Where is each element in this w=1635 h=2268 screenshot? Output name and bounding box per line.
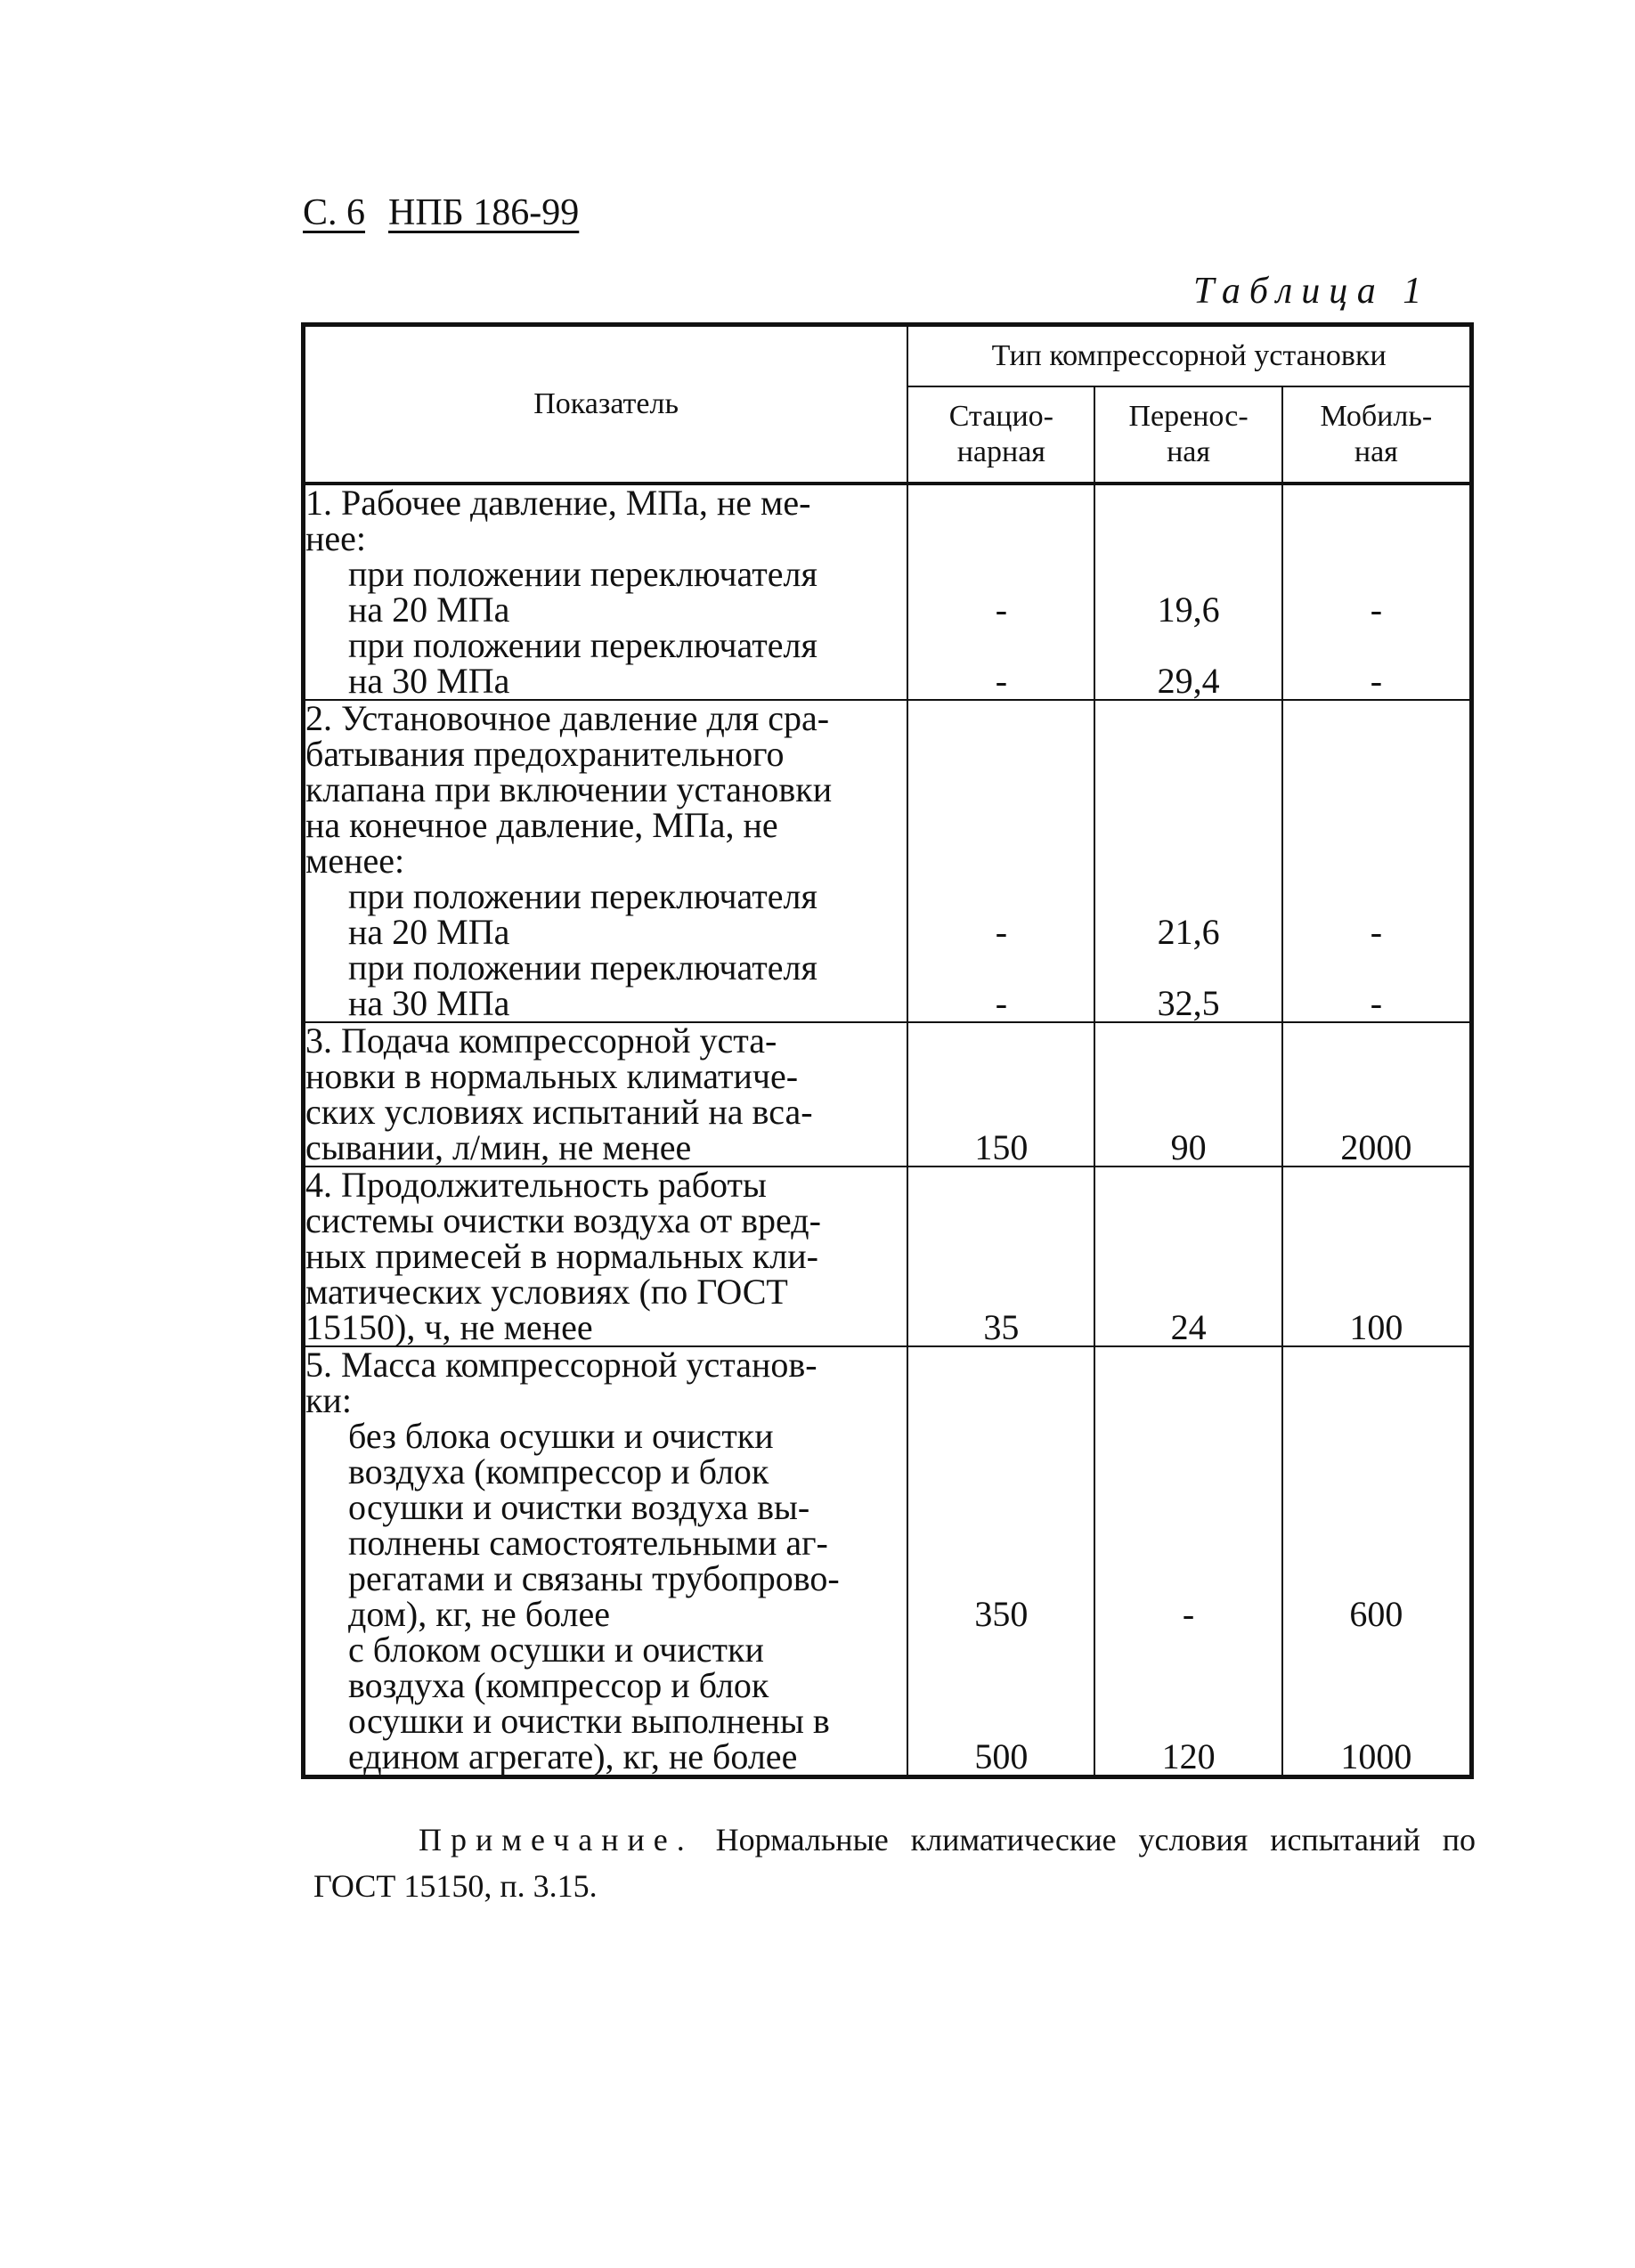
- indicator-line: менее:: [305, 841, 405, 881]
- value: 29,4: [1157, 661, 1220, 701]
- indicator-line: воздуха (компрессор и блок: [348, 1451, 769, 1492]
- value: 19,6: [1157, 589, 1220, 630]
- indicator-line: без блока осушки и очистки: [348, 1416, 774, 1456]
- value: -: [1370, 589, 1383, 630]
- indicator-line: 1. Рабочее давление, МПа, не ме-: [305, 483, 811, 523]
- indicator-line: осушки и очистки выполнены в: [348, 1701, 830, 1741]
- column-header-line: Мобиль-: [1320, 400, 1433, 433]
- column-header-line: Перенос-: [1128, 400, 1249, 433]
- value: -: [1370, 983, 1383, 1023]
- value-cell-portable: [1094, 484, 1281, 700]
- column-header-mobile: [1282, 386, 1472, 484]
- indicator-line: новки в нормальных климатиче-: [305, 1056, 799, 1096]
- indicator-line: клапана при включении установки: [305, 769, 833, 809]
- indicator-line: ных примесей в нормальных кли-: [305, 1236, 818, 1276]
- column-header-line: нарная: [956, 435, 1045, 468]
- value-cell-portable: [1094, 1346, 1281, 1777]
- table-row: [304, 1167, 1472, 1346]
- indicator-line: едином агрегате), кг, не более: [348, 1736, 798, 1776]
- column-header-stationary: [907, 386, 1094, 484]
- value: -: [995, 983, 1008, 1023]
- indicator-line: нее:: [305, 518, 367, 558]
- column-header-line: Стацио-: [948, 400, 1053, 433]
- indicator-line: на конечное давление, МПа, не: [305, 805, 778, 845]
- indicator-line: дом), кг, не более: [348, 1594, 611, 1634]
- value-cell-mobile: 100: [1282, 1167, 1472, 1346]
- indicator-line: на 20 МПа: [348, 589, 510, 630]
- value-cell-mobile: 2000: [1282, 1022, 1472, 1167]
- value: 32,5: [1157, 983, 1220, 1023]
- column-header-line: ная: [1167, 435, 1211, 468]
- indicator-line: 2. Установочное давление для сра-: [305, 698, 830, 738]
- indicator-line: регатами и связаны трубопрово-: [348, 1558, 840, 1598]
- indicator-line: воздуха (компрессор и блок: [348, 1665, 769, 1705]
- indicator-line: сывании, л/мин, не менее: [305, 1127, 692, 1167]
- indicator-line: на 30 МПа: [348, 661, 510, 701]
- value: 350: [974, 1594, 1029, 1634]
- indicator-line: 5. Масса компрессорной установ-: [305, 1345, 818, 1385]
- value: 600: [1349, 1594, 1403, 1634]
- value-cell-portable: 24: [1094, 1167, 1281, 1346]
- page-number: С. 6: [303, 192, 366, 233]
- document-code: НПБ 186-99: [388, 192, 580, 233]
- value: 500: [974, 1736, 1029, 1776]
- indicator-cell: [304, 700, 908, 1022]
- specifications-table: [301, 322, 1474, 1779]
- indicator-line: на 20 МПа: [348, 912, 510, 952]
- table-note: [313, 1817, 1476, 1909]
- column-header-line: ная: [1354, 435, 1398, 468]
- value: -: [1370, 661, 1383, 701]
- indicator-line: при положении переключателя: [348, 876, 818, 916]
- table-row: [304, 484, 1472, 700]
- indicator-line: при положении переключателя: [348, 554, 818, 594]
- value-cell-portable: [1094, 700, 1281, 1022]
- note-label: Примечание.: [419, 1822, 694, 1857]
- indicator-line: системы очистки воздуха от вред-: [305, 1200, 821, 1240]
- installation-type-header: Тип компрессорной установки: [907, 325, 1471, 387]
- table-header-row: [304, 325, 1472, 387]
- value-cell-mobile: [1282, 700, 1472, 1022]
- indicator-line: на 30 МПа: [348, 983, 510, 1023]
- table-row: [304, 700, 1472, 1022]
- indicator-cell: [304, 1346, 908, 1777]
- value: 120: [1161, 1736, 1216, 1776]
- indicator-line: 3. Подача компрессорной уста-: [305, 1020, 777, 1061]
- indicator-line: с блоком осушки и очистки: [348, 1630, 764, 1670]
- value: 1000: [1340, 1736, 1412, 1776]
- value: -: [1182, 1594, 1195, 1634]
- indicator-line: осушки и очистки воздуха вы-: [348, 1487, 810, 1527]
- value-cell-mobile: [1282, 1346, 1472, 1777]
- value-cell-mobile: [1282, 484, 1472, 700]
- value-cell-stationary: 35: [907, 1167, 1094, 1346]
- value-cell-stationary: [907, 1346, 1094, 1777]
- indicator-line: ки:: [305, 1380, 352, 1420]
- value-cell-stationary: 150: [907, 1022, 1094, 1167]
- indicator-line: ских условиях испытаний на вса-: [305, 1092, 813, 1132]
- value-cell-stationary: [907, 484, 1094, 700]
- indicator-line: полнены самостоятельными аг-: [348, 1523, 828, 1563]
- indicator-cell: [304, 484, 908, 700]
- indicator-line: при положении переключателя: [348, 947, 818, 988]
- value: -: [995, 661, 1008, 701]
- value: -: [995, 589, 1008, 630]
- page-header: [303, 194, 579, 232]
- indicator-line: при положении переключателя: [348, 625, 818, 665]
- indicator-line: матических условиях (по ГОСТ: [305, 1272, 788, 1312]
- value: 21,6: [1157, 912, 1220, 952]
- column-header-portable: [1094, 386, 1281, 484]
- indicator-line: 4. Продолжительность работы: [305, 1165, 767, 1205]
- indicator-line: 15150), ч, не менее: [305, 1307, 593, 1347]
- table-caption: Таблица 1: [1193, 271, 1431, 312]
- value: -: [995, 912, 1008, 952]
- note-text: Нормальные климатические условия испытаний по ГОСТ 15150, п. 3.15.: [313, 1822, 1476, 1904]
- value-cell-stationary: [907, 700, 1094, 1022]
- indicator-cell: [304, 1022, 908, 1167]
- value: -: [1370, 912, 1383, 952]
- indicator-cell: [304, 1167, 908, 1346]
- indicator-line: батывания предохранительного: [305, 734, 785, 774]
- table-row: [304, 1022, 1472, 1167]
- indicator-header: Показатель: [304, 325, 908, 484]
- value-cell-portable: 90: [1094, 1022, 1281, 1167]
- table-row: [304, 1346, 1472, 1777]
